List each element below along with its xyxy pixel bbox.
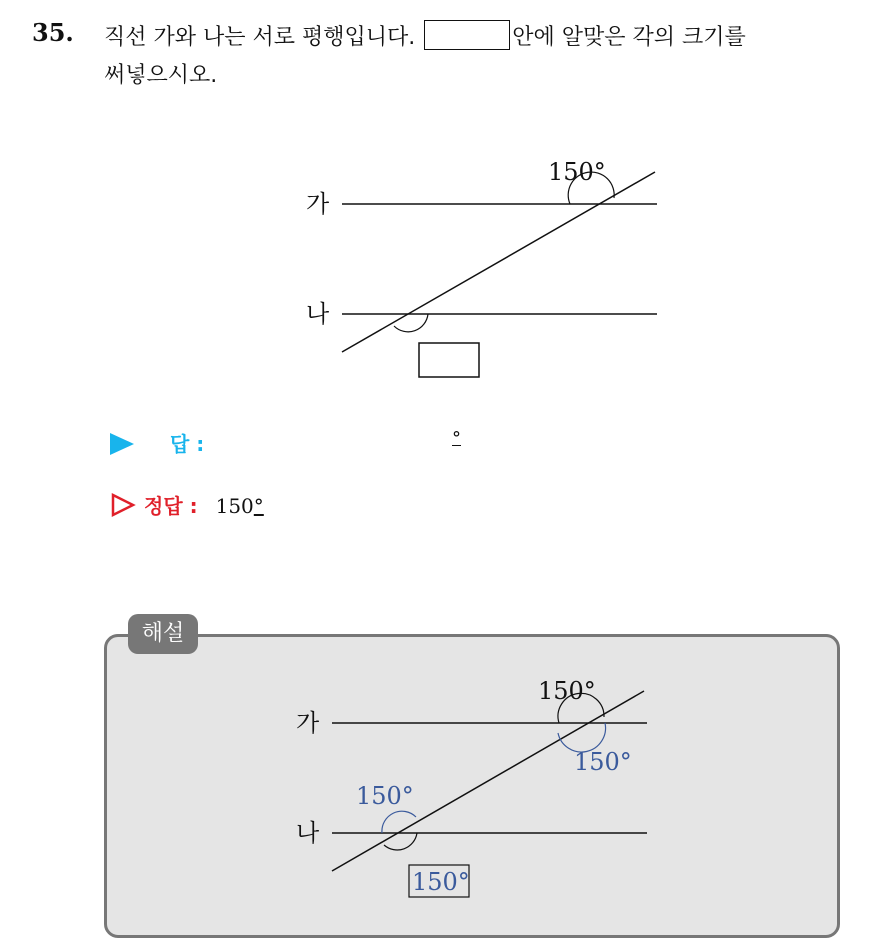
correct-unit: °: [253, 494, 264, 518]
expl-angle-top-black: 150°: [538, 677, 596, 705]
expl-angle-bottom-blue: 150°: [356, 782, 414, 810]
expl-label-ga: 가: [296, 709, 320, 737]
label-ga: 가: [306, 190, 330, 218]
answer-label: 답 :: [170, 432, 205, 456]
question-text-after-blank: 안에 알맞은 각의 크기를: [512, 25, 746, 50]
label-na: 나: [306, 300, 330, 328]
expl-transversal-line: [332, 691, 644, 871]
correct-value: 150: [215, 494, 254, 518]
question-number: 35.: [32, 18, 74, 47]
answer-unit: °: [452, 428, 461, 449]
question-text-before-blank: 직선 가와 나는 서로 평행입니다.: [104, 25, 416, 50]
angle-label-150: 150°: [548, 158, 606, 186]
question-text-line2: 써넣으시오.: [104, 63, 218, 88]
expl-angle-top-blue: 150°: [574, 748, 632, 776]
explanation-tab: 해설: [128, 614, 198, 654]
expl-angle-arc-bottom-blue: [382, 811, 416, 833]
expl-angle-answer: 150°: [412, 868, 470, 896]
correct-label: 정답 :: [144, 494, 198, 518]
expl-label-na: 나: [296, 819, 320, 847]
expl-angle-arc-bottom-black: [384, 833, 417, 850]
